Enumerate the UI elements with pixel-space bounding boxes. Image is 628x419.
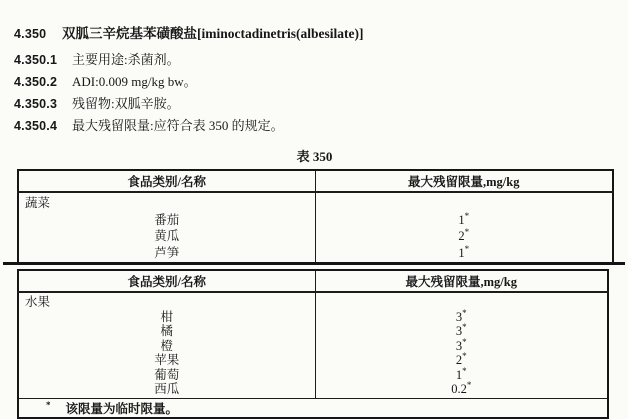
- limit-value: 1*: [458, 243, 470, 260]
- residue-table-fruits: [17, 269, 609, 419]
- clause-text: 最大残留限量:应符合表 350 的规定。: [72, 118, 284, 133]
- clause-text: 残留物:双胍辛胺。: [72, 96, 180, 111]
- header-food-category: 食品类别/名称: [18, 270, 315, 292]
- limit-value: 3*: [455, 322, 467, 339]
- page-break-line: [3, 262, 625, 265]
- temporary-limit-asterisk: *: [464, 210, 470, 221]
- clause-number: 4.350.2: [14, 75, 58, 89]
- food-item: 橘: [160, 324, 173, 339]
- clause-number: 4.350.1: [14, 53, 58, 67]
- temporary-limit-asterisk: *: [466, 380, 472, 391]
- clause-number: 4.350: [14, 27, 47, 41]
- temporary-limit-asterisk: *: [462, 365, 467, 376]
- footnote-asterisk: *: [46, 399, 51, 410]
- food-item: 西瓜: [154, 382, 180, 397]
- limit-value: 1*: [458, 210, 470, 227]
- food-item: 苹果: [154, 353, 180, 368]
- table-body-row: [18, 192, 613, 263]
- temporary-limit-asterisk: *: [464, 243, 470, 254]
- category-label: 水果: [25, 295, 51, 310]
- food-item: 黄瓜: [154, 229, 180, 244]
- residue-table-vegetables: [17, 169, 614, 264]
- table-body-row: [18, 292, 608, 398]
- footnote-row: [18, 398, 608, 418]
- header-max-residue-limit: 最大残留限量,mg/kg: [315, 270, 608, 292]
- table-title: 表 350: [296, 149, 333, 164]
- table-header-row: [18, 170, 613, 192]
- food-item: 番茄: [154, 212, 180, 227]
- limit-value: 0.2*: [451, 380, 472, 397]
- temporary-limit-asterisk: *: [462, 351, 467, 362]
- clause-4-350-1: [14, 49, 628, 71]
- clause-4-350-3: [14, 93, 628, 115]
- footnote-text: 该限量为临时限量。: [65, 402, 179, 417]
- food-item: 柑: [160, 309, 173, 324]
- food-name-cell: [18, 192, 315, 263]
- footnote-cell: [18, 398, 608, 418]
- clause-4-350: [14, 23, 628, 45]
- food-name-cell: [18, 292, 315, 398]
- clause-4-350-2: [14, 71, 628, 93]
- limit-value: 2*: [458, 227, 470, 244]
- food-item: 葡萄: [154, 367, 180, 382]
- limit-value: 3*: [455, 336, 467, 353]
- clause-4-350-4: [14, 115, 628, 137]
- temporary-limit-asterisk: *: [462, 307, 467, 318]
- limit-value: 3*: [455, 307, 467, 324]
- food-item: 橙: [160, 338, 173, 353]
- limit-value-cell: [315, 292, 608, 398]
- limit-spacer: [316, 195, 613, 212]
- temporary-limit-asterisk: *: [462, 322, 467, 333]
- category-label: 蔬菜: [25, 196, 51, 210]
- temporary-limit-asterisk: *: [462, 336, 467, 347]
- clause-title-text: 双胍三辛烷基苯磺酸盐[iminoctadinetris(albesilate)]: [62, 26, 364, 41]
- limit-value-cell: [315, 192, 613, 263]
- clause-text: 主要用途:杀菌剂。: [72, 52, 180, 67]
- header-food-category: 食品类别/名称: [18, 170, 315, 192]
- clause-text: ADI:0.009 mg/kg bw。: [72, 74, 197, 89]
- limit-value: 2*: [455, 351, 467, 368]
- clause-list: [0, 0, 628, 137]
- clause-number: 4.350.4: [14, 119, 58, 133]
- header-max-residue-limit: 最大残留限量,mg/kg: [315, 170, 613, 192]
- table-header-row: [18, 270, 608, 292]
- clause-number: 4.350.3: [14, 97, 58, 111]
- temporary-limit-asterisk: *: [464, 227, 470, 238]
- limit-value: 1*: [455, 365, 467, 382]
- food-item: 芦笋: [154, 245, 180, 260]
